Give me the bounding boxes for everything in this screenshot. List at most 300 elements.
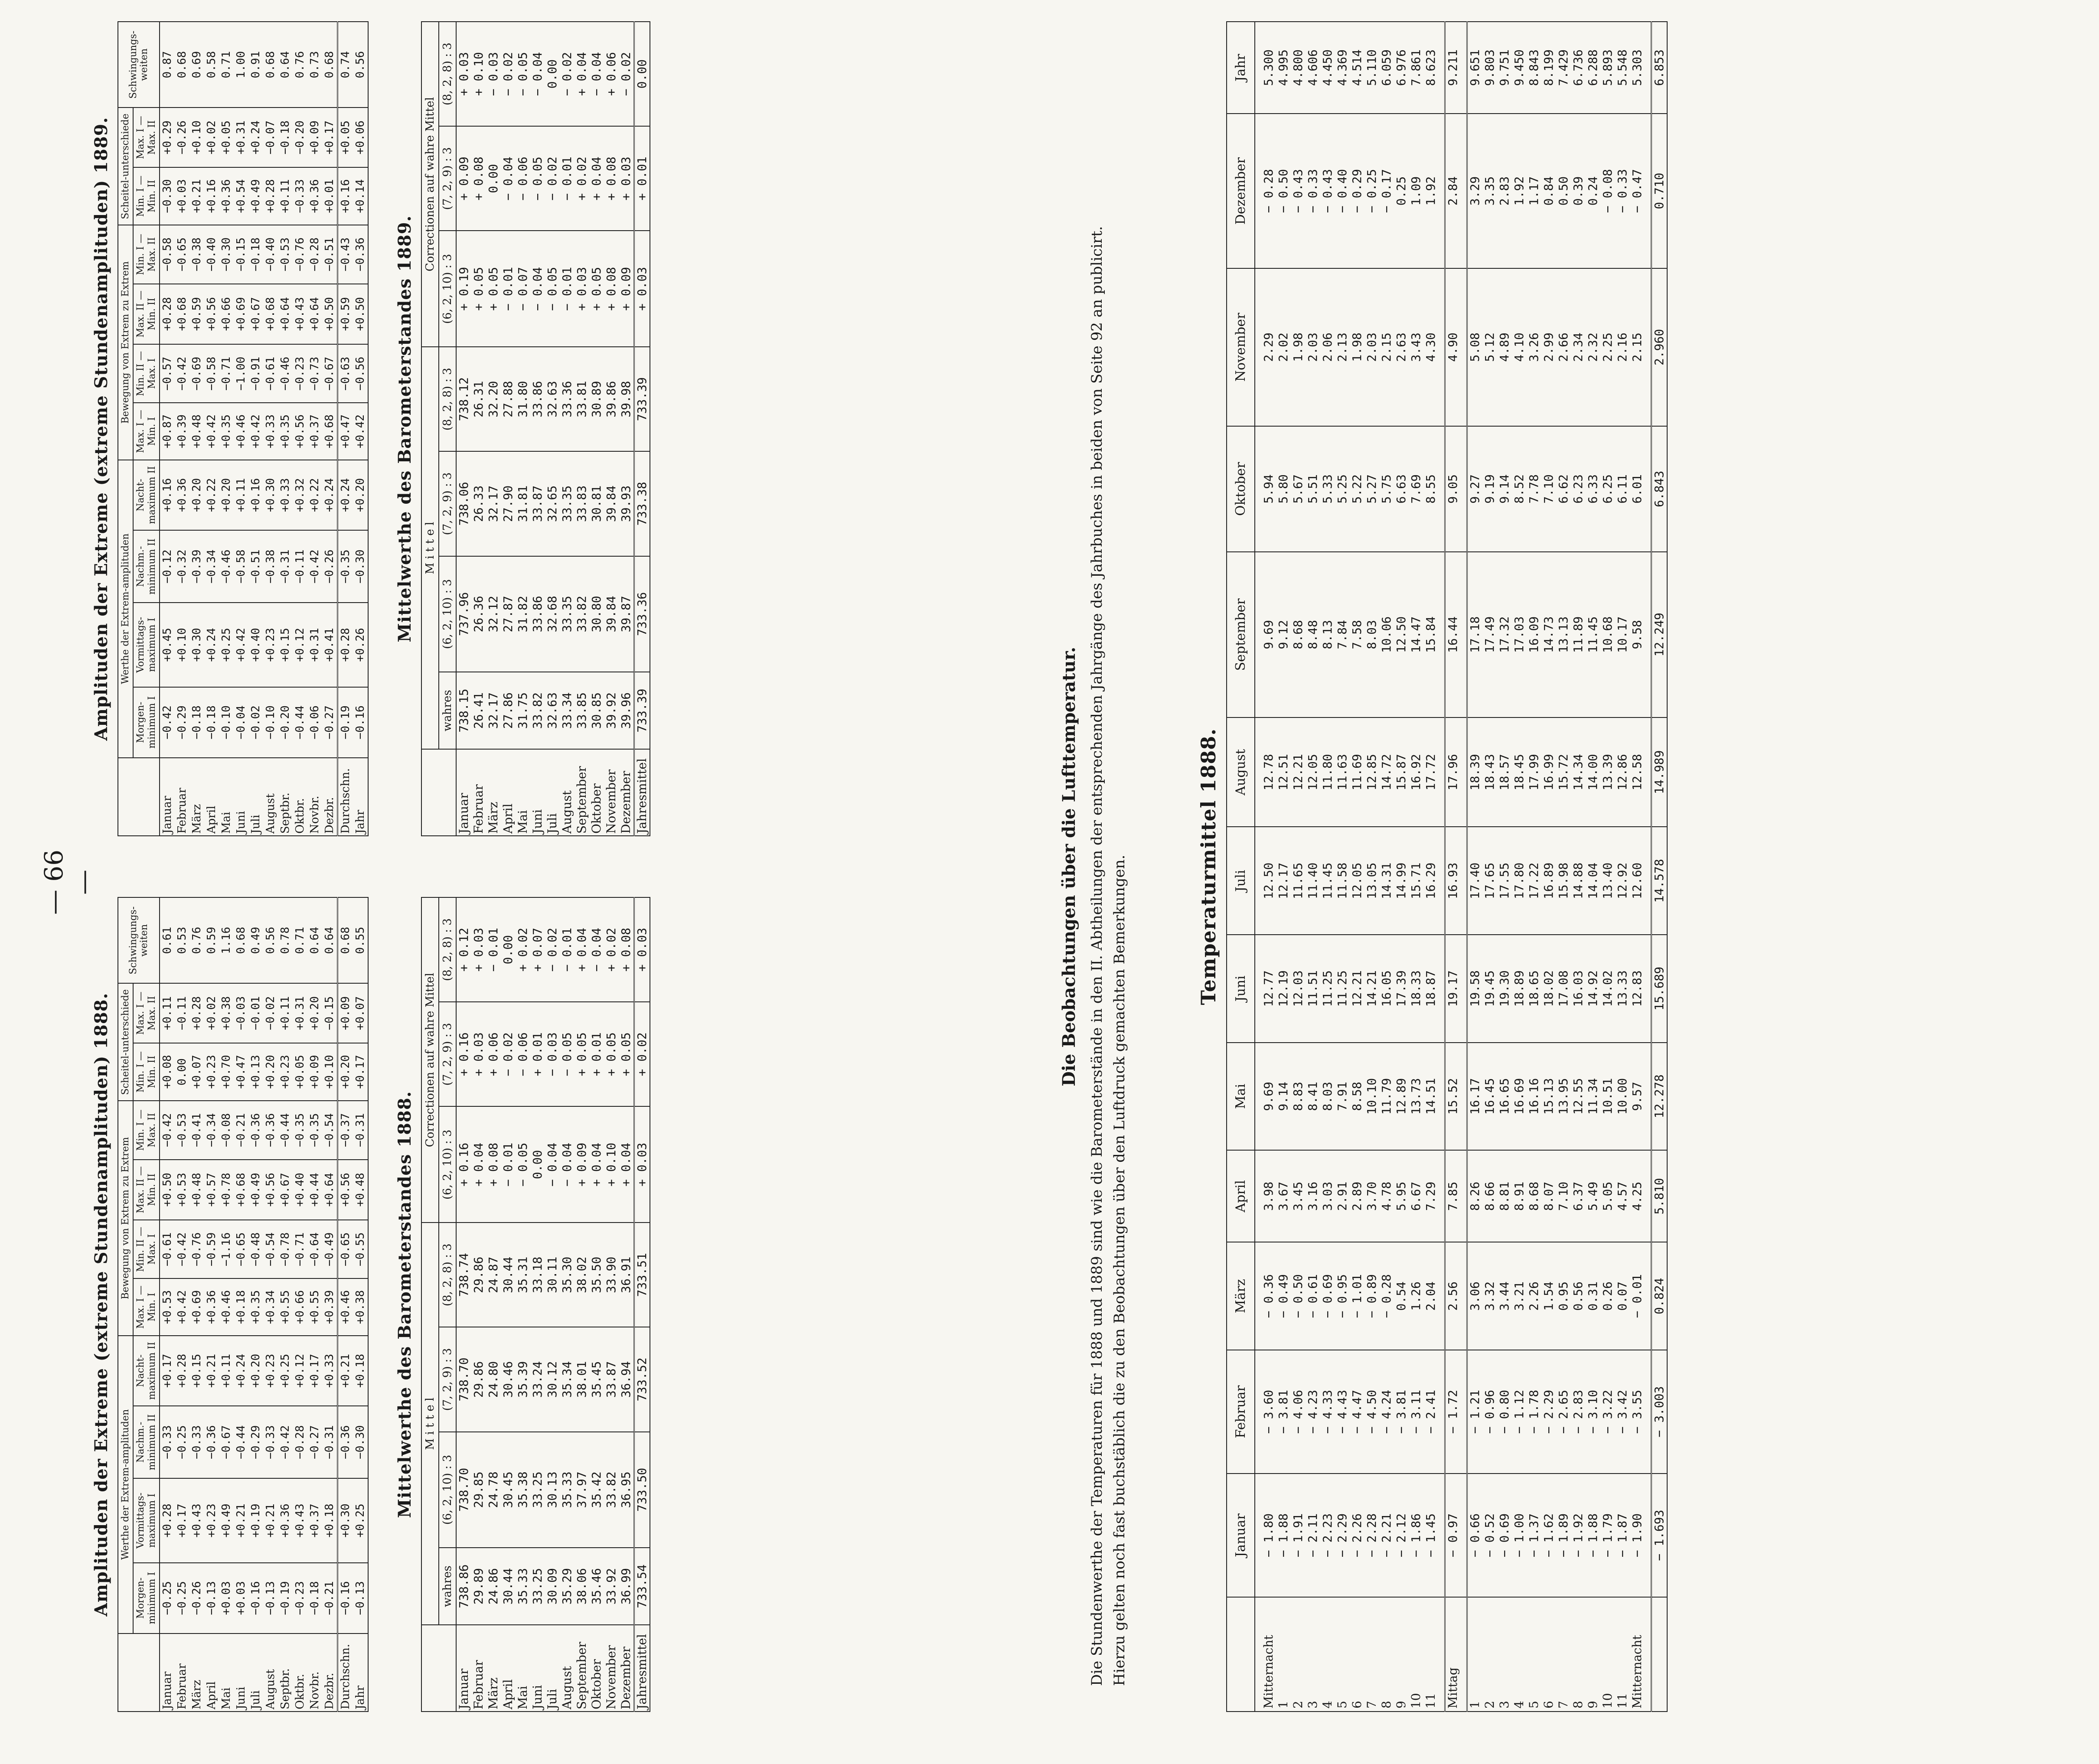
value-cell: 2.04 [1423,1242,1438,1350]
value-cell: −0.46 [278,344,293,403]
value-cell: +0.16 [204,167,219,225]
value-cell: −0.54 [322,1101,338,1159]
table-row [589,897,604,1712]
table-row [486,897,501,1712]
value-cell: 11.34 [1586,1043,1600,1151]
value-cell: 27.90 [501,451,516,556]
value-cell: 33.35 [560,556,575,672]
value-cell: 2.26 [1527,1242,1541,1350]
value-cell: +0.53 [160,1279,175,1336]
value-cell: 36.94 [619,1327,634,1431]
value-cell: −0.16 [248,1563,263,1634]
value-cell: +0.53 [175,1160,189,1220]
header-c4: Nacht-maximum II [133,460,160,530]
value-cell: −0.42 [160,1101,175,1159]
value-cell: 16.65 [1497,1043,1512,1151]
value-cell: −0.10 [219,687,234,758]
spacer-cell [1645,426,1652,552]
table-row [307,22,322,836]
month-label: Januar [160,1634,175,1712]
month-label: Juni [530,749,545,836]
value-cell: −0.13 [204,1563,219,1634]
value-cell: 4.89 [1497,268,1512,426]
month-label: August [560,1625,575,1712]
value-cell: +0.17 [175,1478,189,1562]
value-cell: 6.11 [1615,426,1630,552]
value-cell: 9.803 [1482,22,1497,114]
value-cell: − 2.29 [1541,1350,1556,1474]
spacer-cell [1645,1350,1652,1474]
value-cell: −0.19 [337,687,353,758]
value-cell: −0.43 [337,225,353,284]
value-cell: −0.91 [248,344,263,403]
value-cell: 1.00 [234,22,248,108]
value-cell: +0.68 [263,284,278,345]
value-cell: 17.18 [1467,552,1483,717]
value-cell: 7.78 [1527,426,1541,552]
value-cell: −0.69 [189,344,204,403]
table-row [219,22,234,836]
value-cell: +0.56 [204,284,219,345]
value-cell: 39.87 [619,556,634,672]
value-cell: 0.55 [353,897,368,983]
value-cell: 5.33 [1320,426,1335,552]
hour-label: 3 [1497,1597,1512,1712]
section-paragraph-2: Hierzu gelten noch fast buchstäblich die zu den Beobachtungen über den Luftdruck gemachten Bemerkungen. [1111,854,1128,1686]
value-cell: 18.39 [1467,717,1483,827]
spacer-cell [1645,114,1652,268]
value-cell: +0.50 [353,284,368,345]
table-row [545,22,560,836]
value-cell: +0.28 [337,603,353,687]
value-cell: +0.49 [248,167,263,225]
month-label: Septbr. [278,1634,293,1712]
value-cell: − 0.07 [516,231,530,347]
value-cell: −0.30 [353,1406,368,1478]
value-cell: +0.68 [175,284,189,345]
value-cell: 14.02 [1600,935,1615,1043]
value-cell: 3.45 [1291,1150,1306,1242]
value-cell: 0.824 [1652,1242,1668,1350]
value-cell: 37.97 [575,1432,589,1548]
value-cell: 4.10 [1512,268,1527,426]
month-header: September [1227,552,1255,717]
value-cell: −0.65 [175,225,189,284]
header-group-werthe: Werthe der Extrem-amplituden [118,460,133,758]
value-cell: + 0.10 [471,22,486,126]
value-cell: 24.80 [486,1327,501,1431]
header-corr-7-2-9: (7, 2, 9) : 3 [439,1002,456,1106]
value-cell: − 4.24 [1379,1350,1394,1474]
header-7-2-9: (7, 2, 9) : 3 [439,451,456,556]
value-cell: 5.80 [1276,426,1291,552]
value-cell: 8.03 [1320,1043,1335,1151]
value-cell: 11.79 [1379,1043,1394,1151]
value-cell: − 0.06 [516,126,530,231]
month-label: April [501,749,516,836]
value-cell: +0.47 [337,403,353,460]
value-cell: 2.03 [1306,268,1320,426]
value-cell: +0.59 [189,284,204,345]
header-6-2-10: (6, 2, 10) : 3 [439,556,456,672]
spacer-cell [1645,268,1652,426]
summary-label: Jahresmittel [634,1625,650,1712]
month-label: Oktbr. [293,1634,307,1712]
value-cell: + 0.01 [530,1002,545,1106]
value-cell: 35.33 [516,1548,530,1625]
value-cell: 0.26 [1600,1242,1615,1350]
value-cell: 8.83 [1291,1043,1306,1151]
value-cell: 12.50 [1394,552,1409,717]
value-cell: 7.29 [1423,1150,1438,1242]
value-cell: + 0.02 [604,897,619,1002]
value-cell: −0.02 [248,687,263,758]
temp-1888-table [1226,21,1668,1712]
value-cell: +0.38 [353,1279,368,1336]
value-cell: 14.88 [1571,827,1586,935]
value-cell: 2.66 [1556,268,1571,426]
header-group-bewegung: Bewegung von Extrem zu Extrem [118,225,133,460]
value-cell: 4.30 [1423,268,1438,426]
spacer-cell [1255,268,1261,426]
value-cell: + 0.08 [604,126,619,231]
value-cell: + 0.08 [619,897,634,1002]
value-cell: −0.35 [307,1101,322,1159]
table-row [248,22,263,836]
noon-row [1445,22,1461,1712]
table-row [234,22,248,836]
value-cell: 0.76 [293,22,307,108]
value-cell: 8.68 [1527,1150,1541,1242]
value-cell: −0.28 [307,225,322,284]
value-cell: 0.00 [175,1043,189,1101]
value-cell: 5.893 [1600,22,1615,114]
value-cell: −0.18 [307,1563,322,1634]
value-cell: −0.42 [175,344,189,403]
spacer-cell [1460,1242,1467,1350]
value-cell: −0.33 [189,1406,204,1478]
value-cell: +0.12 [293,603,307,687]
value-cell: 2.02 [1276,268,1291,426]
value-cell: 12.55 [1571,1043,1586,1151]
hour-row [1423,22,1438,1712]
value-cell: 13.33 [1615,935,1630,1043]
value-cell: +0.64 [278,284,293,345]
value-cell: 1.92 [1423,114,1438,268]
value-cell: −0.21 [234,1101,248,1159]
spacer-cell [1438,268,1445,426]
value-cell: − 2.29 [1335,1474,1350,1597]
month-label: Dezember [619,1625,634,1712]
table-row [501,897,516,1712]
value-cell: 33.34 [560,672,575,749]
value-cell: 3.98 [1261,1150,1276,1242]
value-cell: +0.18 [322,1478,338,1562]
value-cell: 33.90 [604,1223,619,1327]
value-cell: 6.25 [1600,426,1615,552]
header-mittel: M i t t e l [421,1223,439,1625]
value-cell: − 4.47 [1350,1350,1365,1474]
value-cell: + 0.07 [530,897,545,1002]
value-cell: −0.76 [189,1220,204,1278]
value-cell: 8.13 [1320,552,1335,717]
value-cell: 0.53 [175,897,189,983]
value-cell: 11.51 [1306,935,1320,1043]
value-cell: 8.199 [1541,22,1556,114]
value-cell: 2.25 [1600,268,1615,426]
header-c2: Vormittags-maximum I [133,603,160,687]
value-cell: 19.30 [1497,935,1512,1043]
table-row [589,22,604,836]
month-header: Februar [1227,1350,1255,1474]
value-cell: 33.35 [560,451,575,556]
value-cell: +0.25 [278,1336,293,1406]
spacer-cell [1255,935,1261,1043]
summary-row [634,22,650,836]
value-cell: −0.67 [322,344,338,403]
value-cell: 8.55 [1423,426,1438,552]
value-cell: 738.12 [456,347,471,451]
value-cell: −0.03 [234,983,248,1043]
value-cell: 39.86 [604,347,619,451]
value-cell: 9.05 [1445,426,1461,552]
value-cell: − 0.01 [501,1106,516,1223]
value-cell: 5.05 [1600,1150,1615,1242]
value-cell: +0.18 [353,1336,368,1406]
amplitudes-1889-title: Amplituden der Extreme (extreme Stundenamplituden) 1889. [91,117,111,741]
value-cell: 0.68 [263,22,278,108]
value-cell: − 0.01 [560,126,575,231]
value-cell: +0.66 [293,1279,307,1336]
value-cell: − 4.23 [1306,1350,1320,1474]
value-cell: 10.10 [1365,1043,1379,1151]
value-cell: 2.89 [1350,1150,1365,1242]
value-cell: +0.56 [337,1160,353,1220]
hour-row [1320,22,1335,1712]
value-cell: −0.11 [175,983,189,1043]
value-cell: 8.07 [1541,1150,1556,1242]
value-cell: 11.40 [1306,827,1320,935]
value-cell: + 0.05 [619,1002,634,1106]
amplitudes-1889-block [91,21,650,836]
value-cell: +0.30 [189,603,204,687]
value-cell: 18.89 [1512,935,1527,1043]
value-cell: 738.06 [456,451,471,556]
header-group-scheitel: Scheitel-unterschiede [118,108,133,225]
value-cell: +0.30 [337,1478,353,1562]
value-cell: 12.60 [1630,827,1645,935]
value-cell: +0.01 [322,167,338,225]
value-cell: − 0.50 [1276,114,1291,268]
value-cell: −0.13 [353,1563,368,1634]
month-header: Oktober [1227,426,1255,552]
value-cell: +0.42 [248,403,263,460]
value-cell: 16.09 [1527,552,1541,717]
value-cell: +0.21 [234,1478,248,1562]
value-cell: −0.02 [263,983,278,1043]
value-cell: − 1.78 [1527,1350,1541,1474]
value-cell: −0.40 [263,225,278,284]
table-row [278,897,293,1712]
month-label: Juli [248,1634,263,1712]
value-cell: −0.58 [234,530,248,603]
value-cell: 30.09 [545,1548,560,1625]
value-cell: +0.49 [219,1478,234,1562]
value-cell: +0.43 [189,1478,204,1562]
table-row [530,897,545,1712]
month-label: Juni [234,758,248,836]
value-cell: − 3.42 [1615,1350,1630,1474]
value-cell: 3.29 [1467,114,1483,268]
table-row [530,22,545,836]
value-cell: 26.36 [471,556,486,672]
value-cell: 33.36 [560,347,575,451]
hour-label [1652,1597,1668,1712]
baro-1888-body [456,897,650,1712]
value-cell: 14.34 [1571,717,1586,827]
value-cell: 14.99 [1394,827,1409,935]
value-cell: 0.78 [278,897,293,983]
spacer-cell [1460,1597,1467,1712]
value-cell: +0.02 [204,108,219,167]
value-cell: +0.10 [322,1043,338,1101]
value-cell: +0.42 [175,1279,189,1336]
value-cell: 0.00 [545,22,560,126]
value-cell: − 0.01 [560,231,575,347]
spacer-cell [1438,1350,1445,1474]
value-cell: 2.15 [1630,268,1645,426]
value-cell: 27.87 [501,556,516,672]
value-cell: +0.03 [234,1563,248,1634]
value-cell: +0.56 [263,1160,278,1220]
header-c8: Min. I — Max. II [133,225,160,284]
value-cell: 30.46 [501,1327,516,1431]
spacer-cell [1255,1350,1261,1474]
value-cell: 0.64 [278,22,293,108]
value-cell: − 1.72 [1445,1350,1461,1474]
value-cell: 14.51 [1423,1043,1438,1151]
header-c5: Max. I — Min. I [133,1279,160,1336]
value-cell: 3.43 [1409,268,1423,426]
value-cell: 35.50 [589,1223,604,1327]
value-cell: 13.13 [1556,552,1571,717]
table-row [160,897,175,1712]
month-header: Juni [1227,935,1255,1043]
value-cell: +0.20 [307,983,322,1043]
value-cell: 11.63 [1335,717,1350,827]
value-cell: −0.33 [263,1406,278,1478]
value-cell: 0.56 [263,897,278,983]
month-label: Dezember [619,749,634,836]
table-row [486,22,501,836]
value-cell: −0.73 [307,344,322,403]
value-cell: +0.78 [219,1160,234,1220]
header-blank [421,1625,456,1712]
value-cell: − 4.06 [1291,1350,1306,1474]
value-cell: 0.68 [322,22,338,108]
value-cell: +0.09 [337,983,353,1043]
value-cell: +0.11 [160,983,175,1043]
table-row [471,22,486,836]
value-cell: 16.29 [1423,827,1438,935]
spacer-row [1460,22,1467,1712]
value-cell: +0.17 [353,1043,368,1101]
value-cell: 2.06 [1320,268,1335,426]
month-label: März [189,758,204,836]
value-cell: −0.42 [175,1220,189,1278]
header-6-2-10: (6, 2, 10) : 3 [439,1432,456,1548]
value-cell: −0.07 [263,108,278,167]
value-cell: 12.21 [1350,935,1365,1043]
spacer-cell [1645,1597,1652,1712]
month-label: Juni [234,1634,248,1712]
month-header: Jahr [1227,22,1255,114]
value-cell: + 0.05 [589,231,604,347]
value-cell: 11.25 [1320,935,1335,1043]
value-cell: − 0.47 [1630,114,1645,268]
value-cell: 17.72 [1423,717,1438,827]
value-cell: − 0.43 [1291,114,1306,268]
value-cell: 15.52 [1445,1043,1461,1151]
spacer-cell [1255,114,1261,268]
value-cell: +0.17 [160,1336,175,1406]
value-cell: − 1.37 [1527,1474,1541,1597]
value-cell: + 0.08 [486,1106,501,1223]
hour-label: 7 [1556,1597,1571,1712]
value-cell: 2.91 [1335,1150,1350,1242]
value-cell: 12.17 [1276,827,1291,935]
value-cell: 733.50 [634,1432,650,1548]
baro-1889-table [421,21,650,836]
spacer-row [1645,22,1652,1712]
value-cell: +0.37 [307,403,322,460]
value-cell: 33.92 [604,1548,619,1625]
value-cell: 35.38 [516,1432,530,1548]
value-cell: 5.95 [1394,1150,1409,1242]
header-mittel: M i t t e l [421,347,439,749]
amplitudes-1888-block [91,897,650,1712]
value-cell: 24.86 [486,1548,501,1625]
value-cell: + 0.06 [486,1002,501,1106]
table-row [175,22,189,836]
header-corr-7-2-9: (7, 2, 9) : 3 [439,126,456,231]
value-cell: 31.81 [516,451,530,556]
value-cell: 16.99 [1541,717,1556,827]
value-cell: − 0.04 [560,1106,575,1223]
value-cell: 33.86 [530,556,545,672]
value-cell: +0.10 [189,108,204,167]
table-row [204,897,219,1712]
hour-label: 10 [1409,1597,1423,1712]
value-cell: +0.68 [322,403,338,460]
summary-row [337,22,353,836]
hour-label: Mitternacht [1630,1597,1645,1712]
value-cell: 4.57 [1615,1150,1630,1242]
value-cell: +0.45 [160,603,175,687]
value-cell: 3.44 [1497,1242,1512,1350]
hour-label: 10 [1600,1597,1615,1712]
value-cell: 32.63 [545,347,560,451]
value-cell: 8.91 [1512,1150,1527,1242]
value-cell: − 0.96 [1482,1350,1497,1474]
value-cell: − 3.10 [1586,1350,1600,1474]
value-cell: 29.85 [471,1432,486,1548]
value-cell: − 0.97 [1445,1474,1461,1597]
value-cell: + 0.06 [604,22,619,126]
value-cell: − 0.43 [1320,114,1335,268]
value-cell: 11.45 [1320,827,1335,935]
value-cell: 18.43 [1482,717,1497,827]
